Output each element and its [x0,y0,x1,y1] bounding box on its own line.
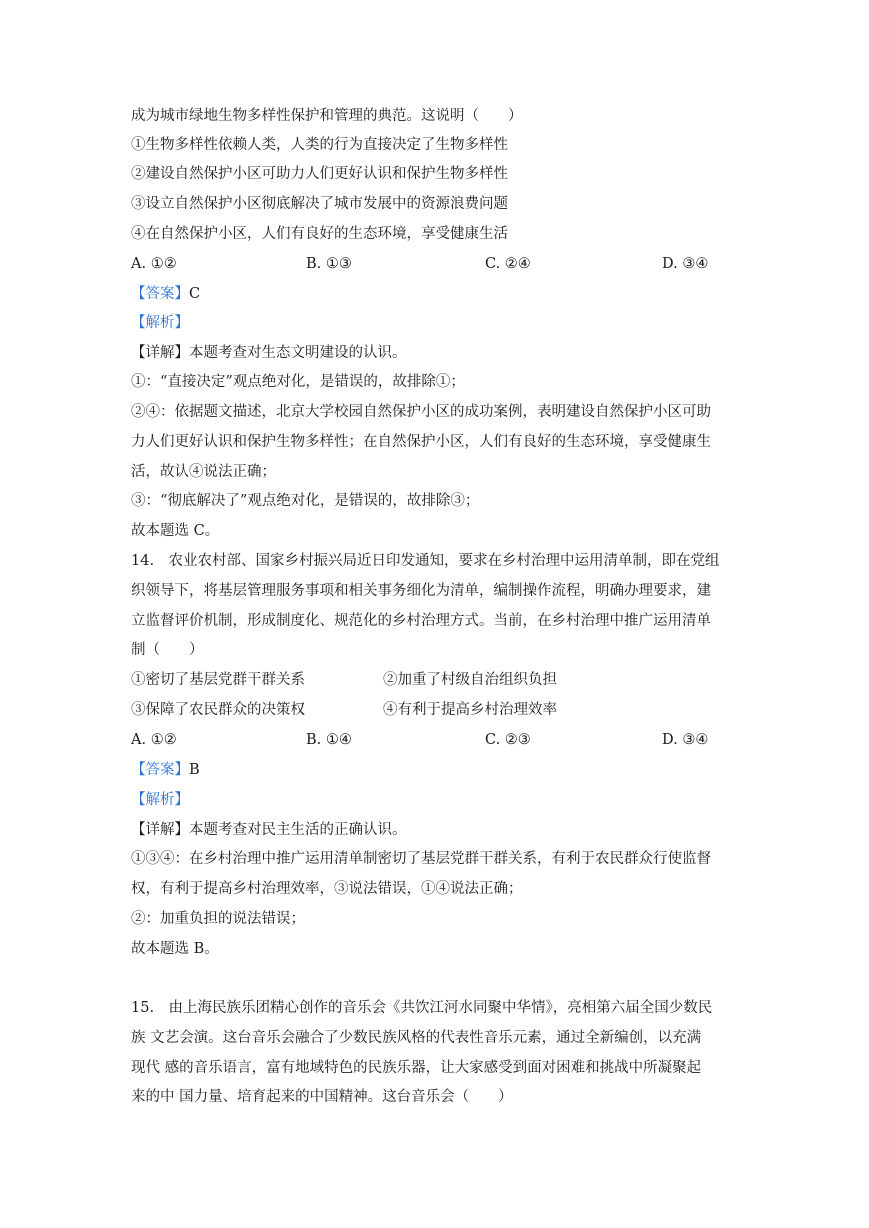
q14-stem-4: 制（ ） [131,642,204,658]
answer-value: B [189,762,200,778]
q15-stem-4: 来的中 国力量、培育起来的中国精神。这台音乐会（ ） [131,1089,513,1105]
q13-detail-6: ③：“彻底解决了”观点绝对化，是错误的，故排除③； [131,493,480,509]
answer-tag: 【答案】 [131,286,189,302]
q14-stem-3: 立监督评价机制，形成制度化、规范化的乡村治理方式。当前，在乡村治理中推广运用清单 [131,613,711,629]
analysis-tag: 【解析】 [131,315,189,331]
q13-statement-4: ④在自然保护小区，人们有良好的生态环境，享受健康生活 [131,226,508,242]
detail-tag: 【详解】 [131,822,189,838]
q13-statement-3: ③设立自然保护小区彻底解决了城市发展中的资源浪费问题 [131,196,508,212]
q14-option-c: C. ②③ [485,732,531,748]
detail-tag: 【详解】 [131,345,189,361]
q14-analysis [131,790,189,810]
q14-statement-4: ④有利于提高乡村治理效率 [383,702,557,718]
q13-statement-2: ②建设自然保护小区可助力人们更好认识和保护生物多样性 [131,166,508,182]
q14-statement-1: ①密切了基层党群干群关系 [131,672,305,688]
q13-detail-2: ①：“直接决定”观点绝对化，是错误的，故排除①； [131,374,465,390]
q14-option-d: D. ③④ [662,732,709,748]
q14-statement-3: ③保障了农民群众的决策权 [131,702,305,718]
q15-stem-1: 15. 由上海民族乐团精心创作的音乐会《共饮江河水同聚中华情》，亮相第六届全国少数民 [131,1000,713,1016]
q13-detail-7: 故本题选 C。 [131,523,220,539]
q13-option-a: A. ①② [131,256,177,272]
q14-option-b: B. ①④ [306,732,352,748]
q14-detail-4: ②：加重负担的说法错误； [131,911,305,927]
q14-stem-1: 14. 农业农村部、国家乡村振兴局近日印发通知，要求在乡村治理中运用清单制，即在党组 [131,553,720,569]
detail-text: 本题考查对民主生活的正确认识。 [189,822,407,838]
q13-stem-tail: 成为城市绿地生物多样性保护和管理的典范。这说明（ ） [131,108,523,124]
q13-detail-3: ②④：依据题文描述，北京大学校园自然保护小区的成功案例，表明建设自然保护小区可助 [131,404,711,420]
q13-detail-5: 活，故认④说法正确； [131,464,276,480]
detail-text: 本题考查对生态文明建设的认识。 [189,345,407,361]
q13-option-d: D. ③④ [662,256,709,272]
q13-option-b: B. ①③ [306,256,352,272]
q13-detail-4: 力人们更好认识和保护生物多样性；在自然保护小区，人们有良好的生态环境，享受健康生 [131,434,711,450]
q13-detail-1 [131,343,407,363]
answer-tag: 【答案】 [131,762,189,778]
q13-statement-1: ①生物多样性依赖人类，人类的行为直接决定了生物多样性 [131,137,508,153]
q14-statement-2: ②加重了村级自治组织负担 [383,672,557,688]
analysis-tag: 【解析】 [131,792,189,808]
q14-detail-1 [131,820,407,840]
q13-answer [131,284,200,304]
q14-detail-5: 故本题选 B。 [131,941,219,957]
q14-detail-3: 权，有利于提高乡村治理效率，③说法错误，①④说法正确； [131,881,523,897]
answer-value: C [189,286,201,302]
q14-stem-2: 织领导下，将基层管理服务事项和相关事务细化为清单，编制操作流程，明确办理要求，建 [131,583,711,599]
q13-analysis [131,313,189,333]
q14-detail-2: ①③④：在乡村治理中推广运用清单制密切了基层党群干群关系，有利于农民群众行使监督 [131,851,711,867]
q15-stem-3: 现代 感的音乐语言，富有地域特色的民族乐器，让大家感受到面对困难和挑战中所凝聚起 [131,1060,702,1076]
q13-option-c: C. ②④ [485,256,531,272]
q15-stem-2: 族 文艺会演。这台音乐会融合了少数民族风格的代表性音乐元素，通过全新编创，以充满 [131,1030,702,1046]
q14-option-a: A. ①② [131,732,177,748]
q14-answer [131,760,200,780]
